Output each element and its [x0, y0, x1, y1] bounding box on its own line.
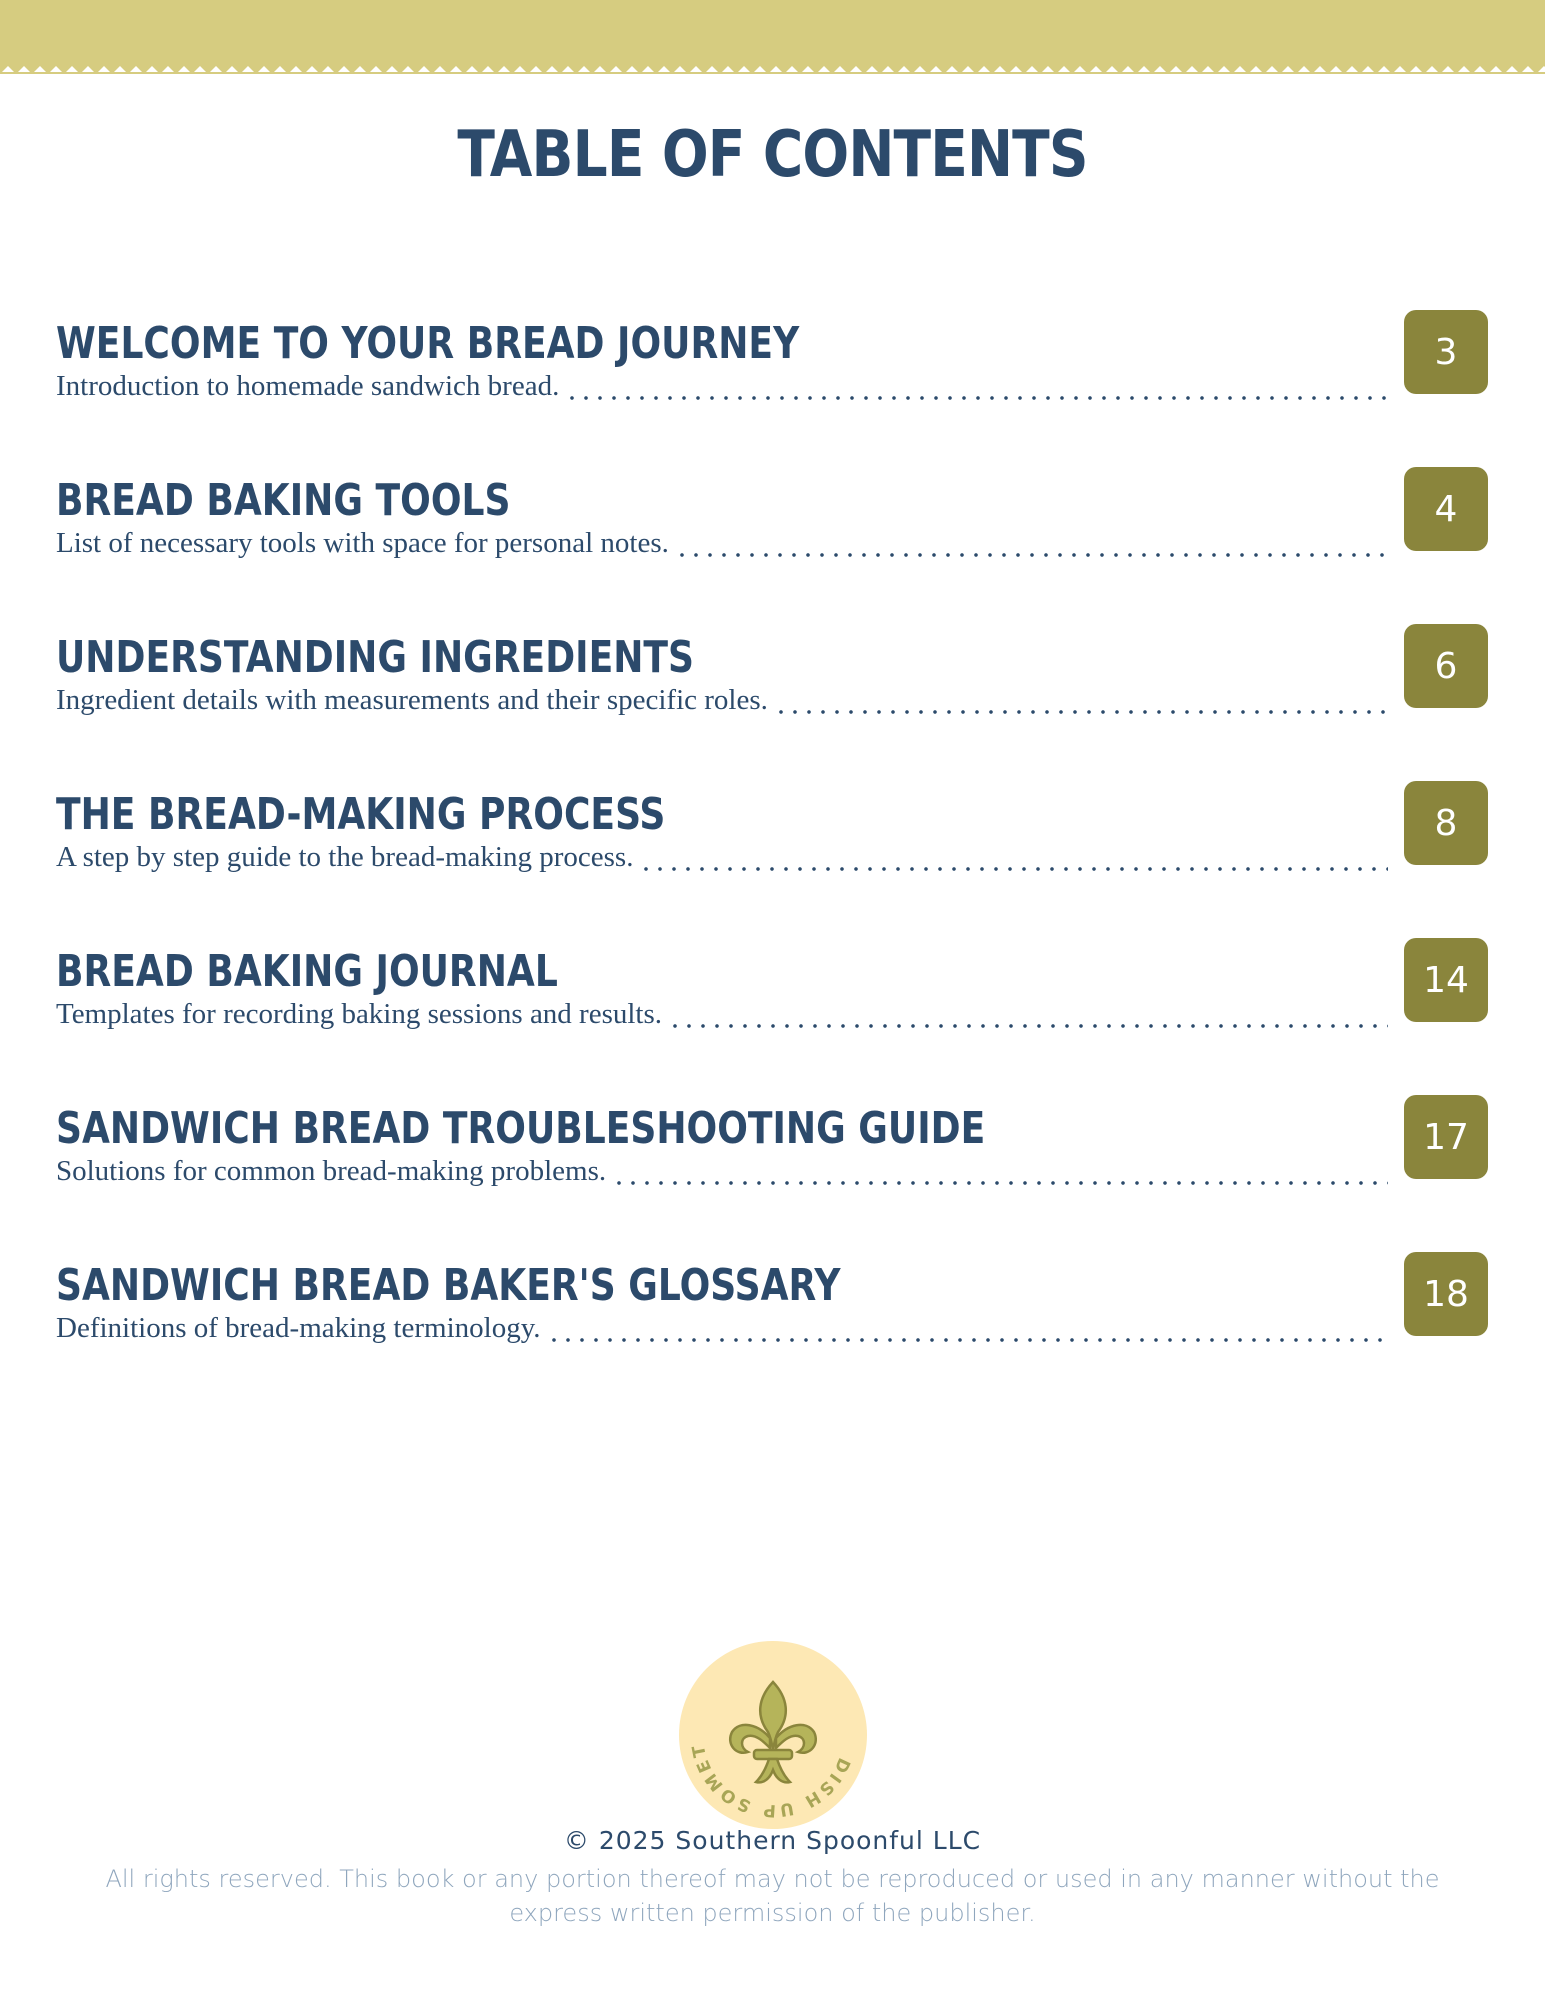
- dot-leader: [675, 552, 1388, 558]
- entry-description-row: [56, 998, 1388, 1038]
- entry-title: THE BREAD-MAKING PROCESS: [56, 789, 666, 840]
- dot-leader: [547, 1337, 1388, 1343]
- entry-title: SANDWICH BREAD BAKER'S GLOSSARY: [56, 1260, 841, 1311]
- entry-title: SANDWICH BREAD TROUBLESHOOTING GUIDE: [56, 1103, 986, 1154]
- entry-description-row: [56, 841, 1388, 881]
- entry-description-row: [56, 1155, 1388, 1195]
- entry-description: Introduction to homemade sandwich bread.: [56, 370, 560, 402]
- toc-entry[interactable]: [56, 475, 1488, 585]
- toc-entry[interactable]: [56, 1260, 1488, 1370]
- page-number-badge[interactable]: 4: [1404, 467, 1488, 551]
- entry-description: Solutions for common bread-making problems.: [56, 1155, 607, 1187]
- page-title: TABLE OF CONTENTS: [457, 118, 1088, 192]
- entry-description: List of necessary tools with space for personal notes.: [56, 527, 669, 559]
- entry-title: BREAD BAKING TOOLS: [56, 475, 511, 526]
- dot-leader: [565, 395, 1388, 401]
- dot-leader: [612, 1180, 1388, 1186]
- entry-description: Templates for recording baking sessions and results.: [56, 998, 663, 1030]
- entry-title: UNDERSTANDING INGREDIENTS: [56, 632, 695, 683]
- entry-title: WELCOME TO YOUR BREAD JOURNEY: [56, 318, 800, 369]
- toc-entry[interactable]: [56, 946, 1488, 1056]
- entry-description: Ingredient details with measurements and their specific roles.: [56, 684, 768, 716]
- page-number-badge[interactable]: 18: [1404, 1252, 1488, 1336]
- entry-description-row: [56, 684, 1388, 724]
- copyright-line: © 2025 Southern Spoonful LLC: [563, 1826, 982, 1855]
- top-decorative-band: [0, 0, 1545, 72]
- page-number-badge[interactable]: 8: [1404, 781, 1488, 865]
- scalloped-edge: [0, 60, 1545, 74]
- toc-entry[interactable]: [56, 632, 1488, 742]
- entry-description-row: [56, 1312, 1388, 1352]
- page-number-badge[interactable]: 17: [1404, 1095, 1488, 1179]
- entry-description: Definitions of bread-making terminology.: [56, 1312, 541, 1344]
- rights-notice: All rights reserved. This book or any portion thereof may not be reproduced or used in any manner without the express written permission of the publisher.: [105, 1865, 1440, 1927]
- dot-leader: [668, 1023, 1388, 1029]
- page-number-badge[interactable]: 3: [1404, 310, 1488, 394]
- entry-title: BREAD BAKING JOURNAL: [56, 946, 558, 997]
- toc-entry[interactable]: [56, 789, 1488, 899]
- entry-description: A step by step guide to the bread-making process.: [56, 841, 634, 873]
- toc-entry[interactable]: [56, 318, 1488, 428]
- page-number-badge[interactable]: 14: [1404, 938, 1488, 1022]
- toc-entry[interactable]: [56, 1103, 1488, 1213]
- dot-leader: [774, 709, 1388, 715]
- svg-text:DISH UP SOMETHING SOUTHERN: DISH UP SOMET: [688, 1740, 854, 1821]
- page-number-badge[interactable]: 6: [1404, 624, 1488, 708]
- entry-description-row: [56, 527, 1388, 567]
- entry-description-row: [56, 370, 1388, 410]
- brand-seal-logo: [678, 1640, 868, 1830]
- dot-leader: [639, 866, 1388, 872]
